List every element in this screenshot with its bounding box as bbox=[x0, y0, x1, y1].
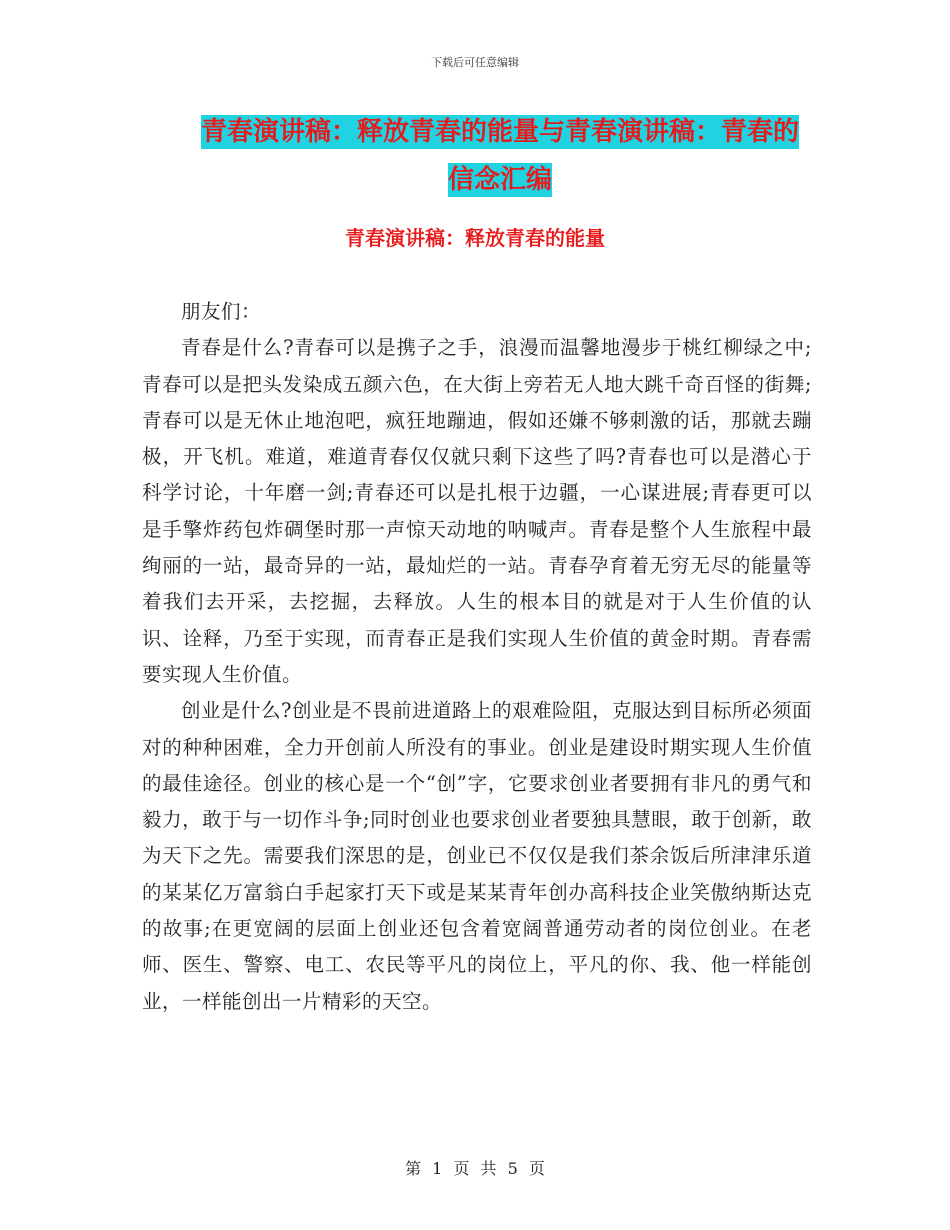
document-body bbox=[142, 294, 812, 1020]
header-note: 下载后可任意编辑 bbox=[431, 56, 519, 69]
paragraph: 青春是什么?青春可以是携子之手，浪漫而温馨地漫步于桃红柳绿之中;青春可以是把头发染成五颜六色，在大街上旁若无人地大跳千奇百怪的街舞;青春可以是无休止地泡吧，疯狂地蹦迪，假如还嫌不够刺激的话，那就去蹦极，开飞机。难道，难道青春仅仅就只剩下这些了吗?青春也可以是潜心于科学讨论，十年磨一剑;青春还可以是扎根于边疆，一心谋进展;青春更可以是手擎炸药包炸碉堡时那一声惊天动地的呐喊声。青春是整个人生旅程中最绚丽的一站，最奇异的一站，最灿烂的一站。青春孕育着无穷无尽的能量等着我们去开采，去挖掘，去释放。人生的根本目的就是对于人生价值的认识、诠释，乃至于实现，而青春正是我们实现人生价值的黄金时期。青春需要实现人生价值。 bbox=[142, 336, 812, 686]
paragraph: 创业是什么?创业是不畏前进道路上的艰难险阻，克服达到目标所必须面对的种种困难，全力开创前人所没有的事业。创业是建设时期实现人生价值的最佳途径。创业的核心是一个“创”字，它要求创业者要拥有非凡的勇气和毅力，敢于与一切作斗争;同时创业也要求创业者要独具慧眼，敢于创新，敢为天下之先。需要我们深思的是，创业已不仅仅是我们茶余饭后所津津乐道的某某亿万富翁白手起家打天下或是某某青年创办高科技企业笑傲纳斯达克的故事;在更宽阔的层面上创业还包含着宽阔普通劳动者的岗位创业。在老师、医生、警察、电工、农民等平凡的岗位上，平凡的你、我、他一样能创业，一样能创出一片精彩的天空。 bbox=[142, 699, 812, 1013]
section-title: 青春演讲稿：释放青春的能量 bbox=[345, 226, 605, 250]
page-footer: 第 1 页 共 5 页 bbox=[405, 1159, 545, 1178]
document-title-line1: 青春演讲稿：释放青春的能量与青春演讲稿：青春的 bbox=[200, 117, 799, 147]
document-title bbox=[150, 108, 850, 204]
greeting: 朋友们： bbox=[181, 300, 262, 323]
document-title-line2: 信念汇编 bbox=[447, 165, 552, 195]
